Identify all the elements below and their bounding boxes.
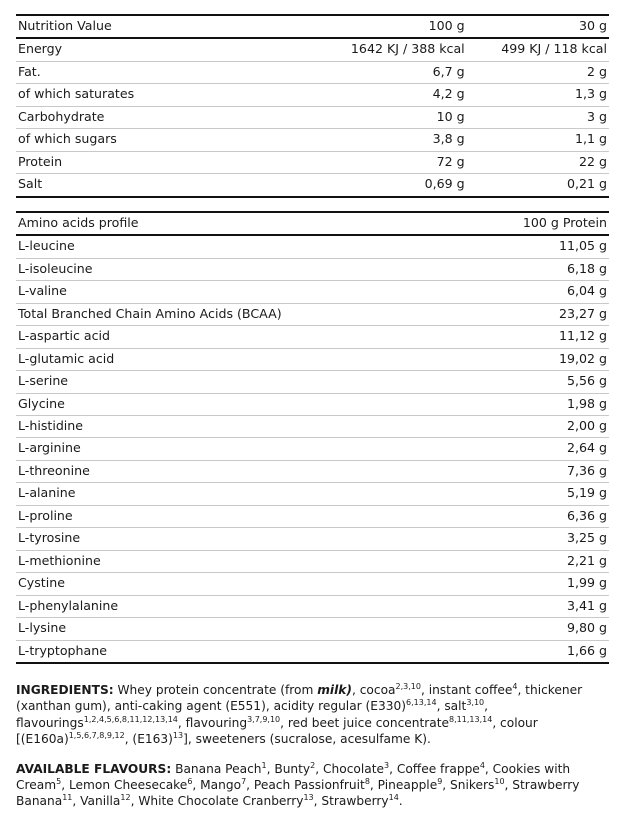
amino-row-label: L-valine — [18, 283, 67, 299]
amino-row-label: L-histidine — [18, 417, 84, 433]
flavour-item: Vanilla — [80, 794, 121, 809]
flavour-item: Lemon Cheesecake — [68, 778, 188, 793]
ingredients-text-5: , salt — [436, 699, 467, 714]
ingredients-text-7: , flavouring — [177, 715, 248, 730]
amino-col-100g-protein: 100 g Protein — [522, 214, 607, 230]
amino-row-value: 7,36 g — [566, 462, 607, 478]
flavour-item: Coffee frappe — [396, 762, 480, 776]
amino-row-value: 23,27 g — [558, 305, 607, 321]
flavour-item-sup: 13 — [303, 793, 314, 803]
amino-row-value: 6,18 g — [566, 260, 607, 276]
flavour-item-sup: 8 — [364, 777, 370, 787]
amino-row-value: 3,41 g — [566, 597, 607, 613]
amino-row-label: L-aspartic acid — [18, 328, 111, 344]
flavour-item: Strawberry Banana — [16, 778, 580, 809]
flavour-item: Banana Peach — [171, 762, 262, 776]
ingredients-text-9: , colour [(E160a) — [16, 715, 538, 746]
nutrition-row-value-100g: 3,8 g — [432, 131, 465, 147]
nutrition-row-value-100g: 4,2 g — [432, 86, 465, 102]
table-row — [16, 460, 609, 482]
flavour-separator: , — [61, 778, 69, 793]
amino-row-value: 11,05 g — [558, 238, 607, 254]
table-row — [16, 84, 609, 106]
flavour-separator: , — [369, 778, 378, 793]
amino-row-value: 1,66 g — [566, 642, 607, 658]
flavour-item: Chocolate — [323, 762, 384, 776]
flavour-item-sup: 10 — [494, 777, 505, 787]
amino-header-row — [16, 212, 609, 235]
flavour-item-sup: 4 — [479, 760, 485, 770]
flavour-item-sup: 11 — [62, 793, 73, 803]
amino-row-value: 9,80 g — [566, 620, 607, 636]
amino-title: Amino acids profile — [18, 214, 139, 230]
table-row — [16, 415, 609, 437]
amino-row-label: L-proline — [18, 507, 73, 523]
flavour-separator: , — [504, 778, 513, 793]
nutrition-row-value-100g: 1642 KJ / 388 kcal — [350, 41, 465, 57]
flavours-label: AVAILABLE FLAVOURS: — [16, 762, 172, 776]
table-row — [16, 303, 609, 325]
flavour-item: Snikers — [450, 778, 495, 793]
ingredients-sup-8: 1,5,6,7,8,9,12 — [68, 730, 125, 740]
flavour-item: Peach Passionfruit — [253, 778, 365, 793]
table-row — [16, 129, 609, 151]
amino-row-label: L-tryptophane — [18, 642, 107, 658]
amino-row-label: L-leucine — [18, 238, 75, 254]
amino-row-value: 1,98 g — [566, 395, 607, 411]
flavour-separator: , — [315, 762, 323, 776]
ingredients-sup-1: 2,3,10 — [395, 682, 421, 692]
table-row — [16, 151, 609, 173]
nutrition-row-value-30g: 1,3 g — [574, 86, 607, 102]
flavour-item: Mango — [200, 778, 242, 793]
nutrition-row-label: of which sugars — [18, 131, 117, 147]
flavour-separator: , — [313, 794, 322, 809]
amino-row-label: L-isoleucine — [18, 260, 93, 276]
flavour-separator: , — [130, 794, 139, 809]
ingredients-sup-4: 3,10 — [466, 698, 485, 708]
table-row — [16, 618, 609, 640]
amino-acids-table — [16, 211, 609, 664]
nutrition-row-value-30g: 2 g — [586, 63, 607, 79]
table-row — [16, 393, 609, 415]
amino-row-value: 5,56 g — [566, 373, 607, 389]
nutrition-row-value-100g: 6,7 g — [432, 63, 465, 79]
table-row — [16, 61, 609, 83]
amino-row-value: 1,99 g — [566, 575, 607, 591]
table-row — [16, 106, 609, 128]
ingredients-sup-9: 13 — [172, 730, 184, 740]
flavour-separator: , — [442, 778, 451, 793]
ingredients-text-8: , red beet juice concentrate — [280, 715, 450, 730]
ingredients-sup-2: 4 — [512, 682, 518, 692]
amino-row-label: Glycine — [18, 395, 65, 411]
nutrition-header-row — [16, 15, 609, 38]
ingredients-sup-5: 1,2,4,5,6,8,11,12,13,14 — [83, 714, 178, 724]
amino-row-label: L-tyrosine — [18, 530, 81, 546]
amino-row-label: L-alanine — [18, 485, 76, 501]
nutrition-title: Nutrition Value — [18, 18, 112, 33]
ingredients-sup-3: 6,13,14 — [406, 698, 437, 708]
ingredients-paragraph — [16, 682, 609, 747]
nutrition-row-label: Energy — [18, 41, 63, 57]
flavour-item-sup: 12 — [120, 793, 131, 803]
nutrition-row-value-30g: 499 KJ / 118 kcal — [501, 41, 607, 57]
ingredients-text-11: ], sweeteners (sucralose, acesulfame K). — [183, 731, 431, 746]
table-row — [16, 235, 609, 258]
amino-row-label: L-methionine — [18, 552, 101, 568]
amino-row-label: L-threonine — [18, 462, 90, 478]
table-row — [16, 258, 609, 280]
ingredients-text-6: , flavourings — [16, 699, 488, 730]
ingredients-text-1: Whey protein concentrate (from — [113, 683, 318, 698]
flavour-item-sup: 9 — [437, 777, 443, 787]
flavour-separator: , — [246, 778, 254, 793]
nutrition-row-value-100g: 10 g — [436, 108, 465, 124]
flavour-item: White Chocolate Cranberry — [138, 794, 304, 809]
nutrition-row-value-30g: 0,21 g — [566, 176, 607, 192]
table-row — [16, 483, 609, 505]
flavour-item: Strawberry — [321, 794, 389, 809]
flavour-item-sup: 7 — [241, 777, 247, 787]
flavour-item: Cookies with Cream — [16, 762, 571, 793]
flavour-separator: , — [192, 778, 201, 793]
nutrition-row-label: of which saturates — [18, 86, 135, 102]
amino-row-label: L-arginine — [18, 440, 81, 456]
amino-row-label: Cystine — [18, 575, 65, 591]
ingredients-text-3: , instant coffee — [420, 683, 513, 698]
amino-row-label: Total Branched Chain Amino Acids (BCAA) — [18, 305, 282, 321]
nutrition-row-value-30g: 22 g — [578, 153, 607, 169]
nutrition-row-value-100g: 0,69 g — [424, 176, 465, 192]
table-row — [16, 550, 609, 572]
notes-section — [16, 682, 609, 810]
nutrition-body — [16, 38, 609, 196]
nutrition-row-label: Salt — [18, 176, 43, 192]
amino-row-label: L-serine — [18, 373, 69, 389]
nutrition-row-value-100g: 72 g — [436, 153, 465, 169]
nutrition-row-label: Protein — [18, 153, 63, 169]
table-row — [16, 348, 609, 370]
table-row — [16, 528, 609, 550]
table-row — [16, 640, 609, 663]
flavours-paragraph — [16, 761, 609, 810]
amino-row-label: L-phenylalanine — [18, 597, 119, 613]
amino-row-value: 2,21 g — [566, 552, 607, 568]
ingredients-label: INGREDIENTS: — [16, 683, 114, 698]
flavour-item: Pineapple — [377, 778, 438, 793]
amino-row-value: 3,25 g — [566, 530, 607, 546]
flavour-item: Bunty — [274, 762, 311, 776]
table-row — [16, 438, 609, 460]
nutrition-row-label: Fat. — [18, 63, 41, 79]
amino-row-value: 6,36 g — [566, 507, 607, 523]
table-row — [16, 38, 609, 61]
table-row — [16, 371, 609, 393]
amino-row-value: 2,00 g — [566, 417, 607, 433]
nutrition-col-100g: 100 g — [428, 18, 465, 33]
ingredients-milk-emphasis: milk) — [317, 683, 352, 698]
ingredients-sup-6: 3,7,9,10 — [247, 714, 281, 724]
flavour-separator: , — [266, 762, 275, 776]
nutrition-table — [16, 14, 609, 198]
amino-row-label: L-lysine — [18, 620, 67, 636]
flavour-separator: , — [72, 794, 81, 809]
table-row — [16, 505, 609, 527]
ingredients-text-10: , (E163) — [124, 731, 173, 746]
table-row — [16, 595, 609, 617]
amino-row-value: 5,19 g — [566, 485, 607, 501]
flavour-separator: , — [484, 762, 493, 776]
amino-body — [16, 235, 609, 663]
ingredients-text-4: , thickener (xanthan gum), anti-caking agent (E551), acidity regular (E330) — [16, 683, 583, 714]
table-gap — [16, 198, 609, 211]
amino-row-value: 6,04 g — [566, 283, 607, 299]
flavour-separator: . — [398, 794, 403, 809]
table-row — [16, 281, 609, 303]
flavour-item-sup: 2 — [310, 760, 316, 770]
nutrition-row-value-30g: 1,1 g — [574, 131, 607, 147]
table-row — [16, 174, 609, 197]
flavour-item-sup: 3 — [383, 760, 390, 770]
flavour-item-sup: 1 — [261, 760, 267, 770]
amino-row-label: L-glutamic acid — [18, 350, 115, 366]
amino-row-value: 19,02 g — [558, 350, 607, 366]
amino-row-value: 2,64 g — [566, 440, 607, 456]
nutrition-col-30g: 30 g — [578, 18, 607, 33]
nutrition-row-value-30g: 3 g — [586, 108, 607, 124]
nutrition-row-label: Carbohydrate — [18, 108, 105, 124]
flavour-item-sup: 5 — [56, 777, 62, 787]
table-row — [16, 573, 609, 595]
flavour-separator: , — [389, 762, 397, 776]
table-row — [16, 326, 609, 348]
amino-row-value: 11,12 g — [558, 328, 607, 344]
ingredients-sup-7: 8,11,13,14 — [449, 714, 493, 724]
flavour-item-sup: 6 — [187, 777, 193, 787]
flavour-item-sup: 14 — [388, 793, 399, 803]
ingredients-text-2: , cocoa — [351, 683, 396, 698]
